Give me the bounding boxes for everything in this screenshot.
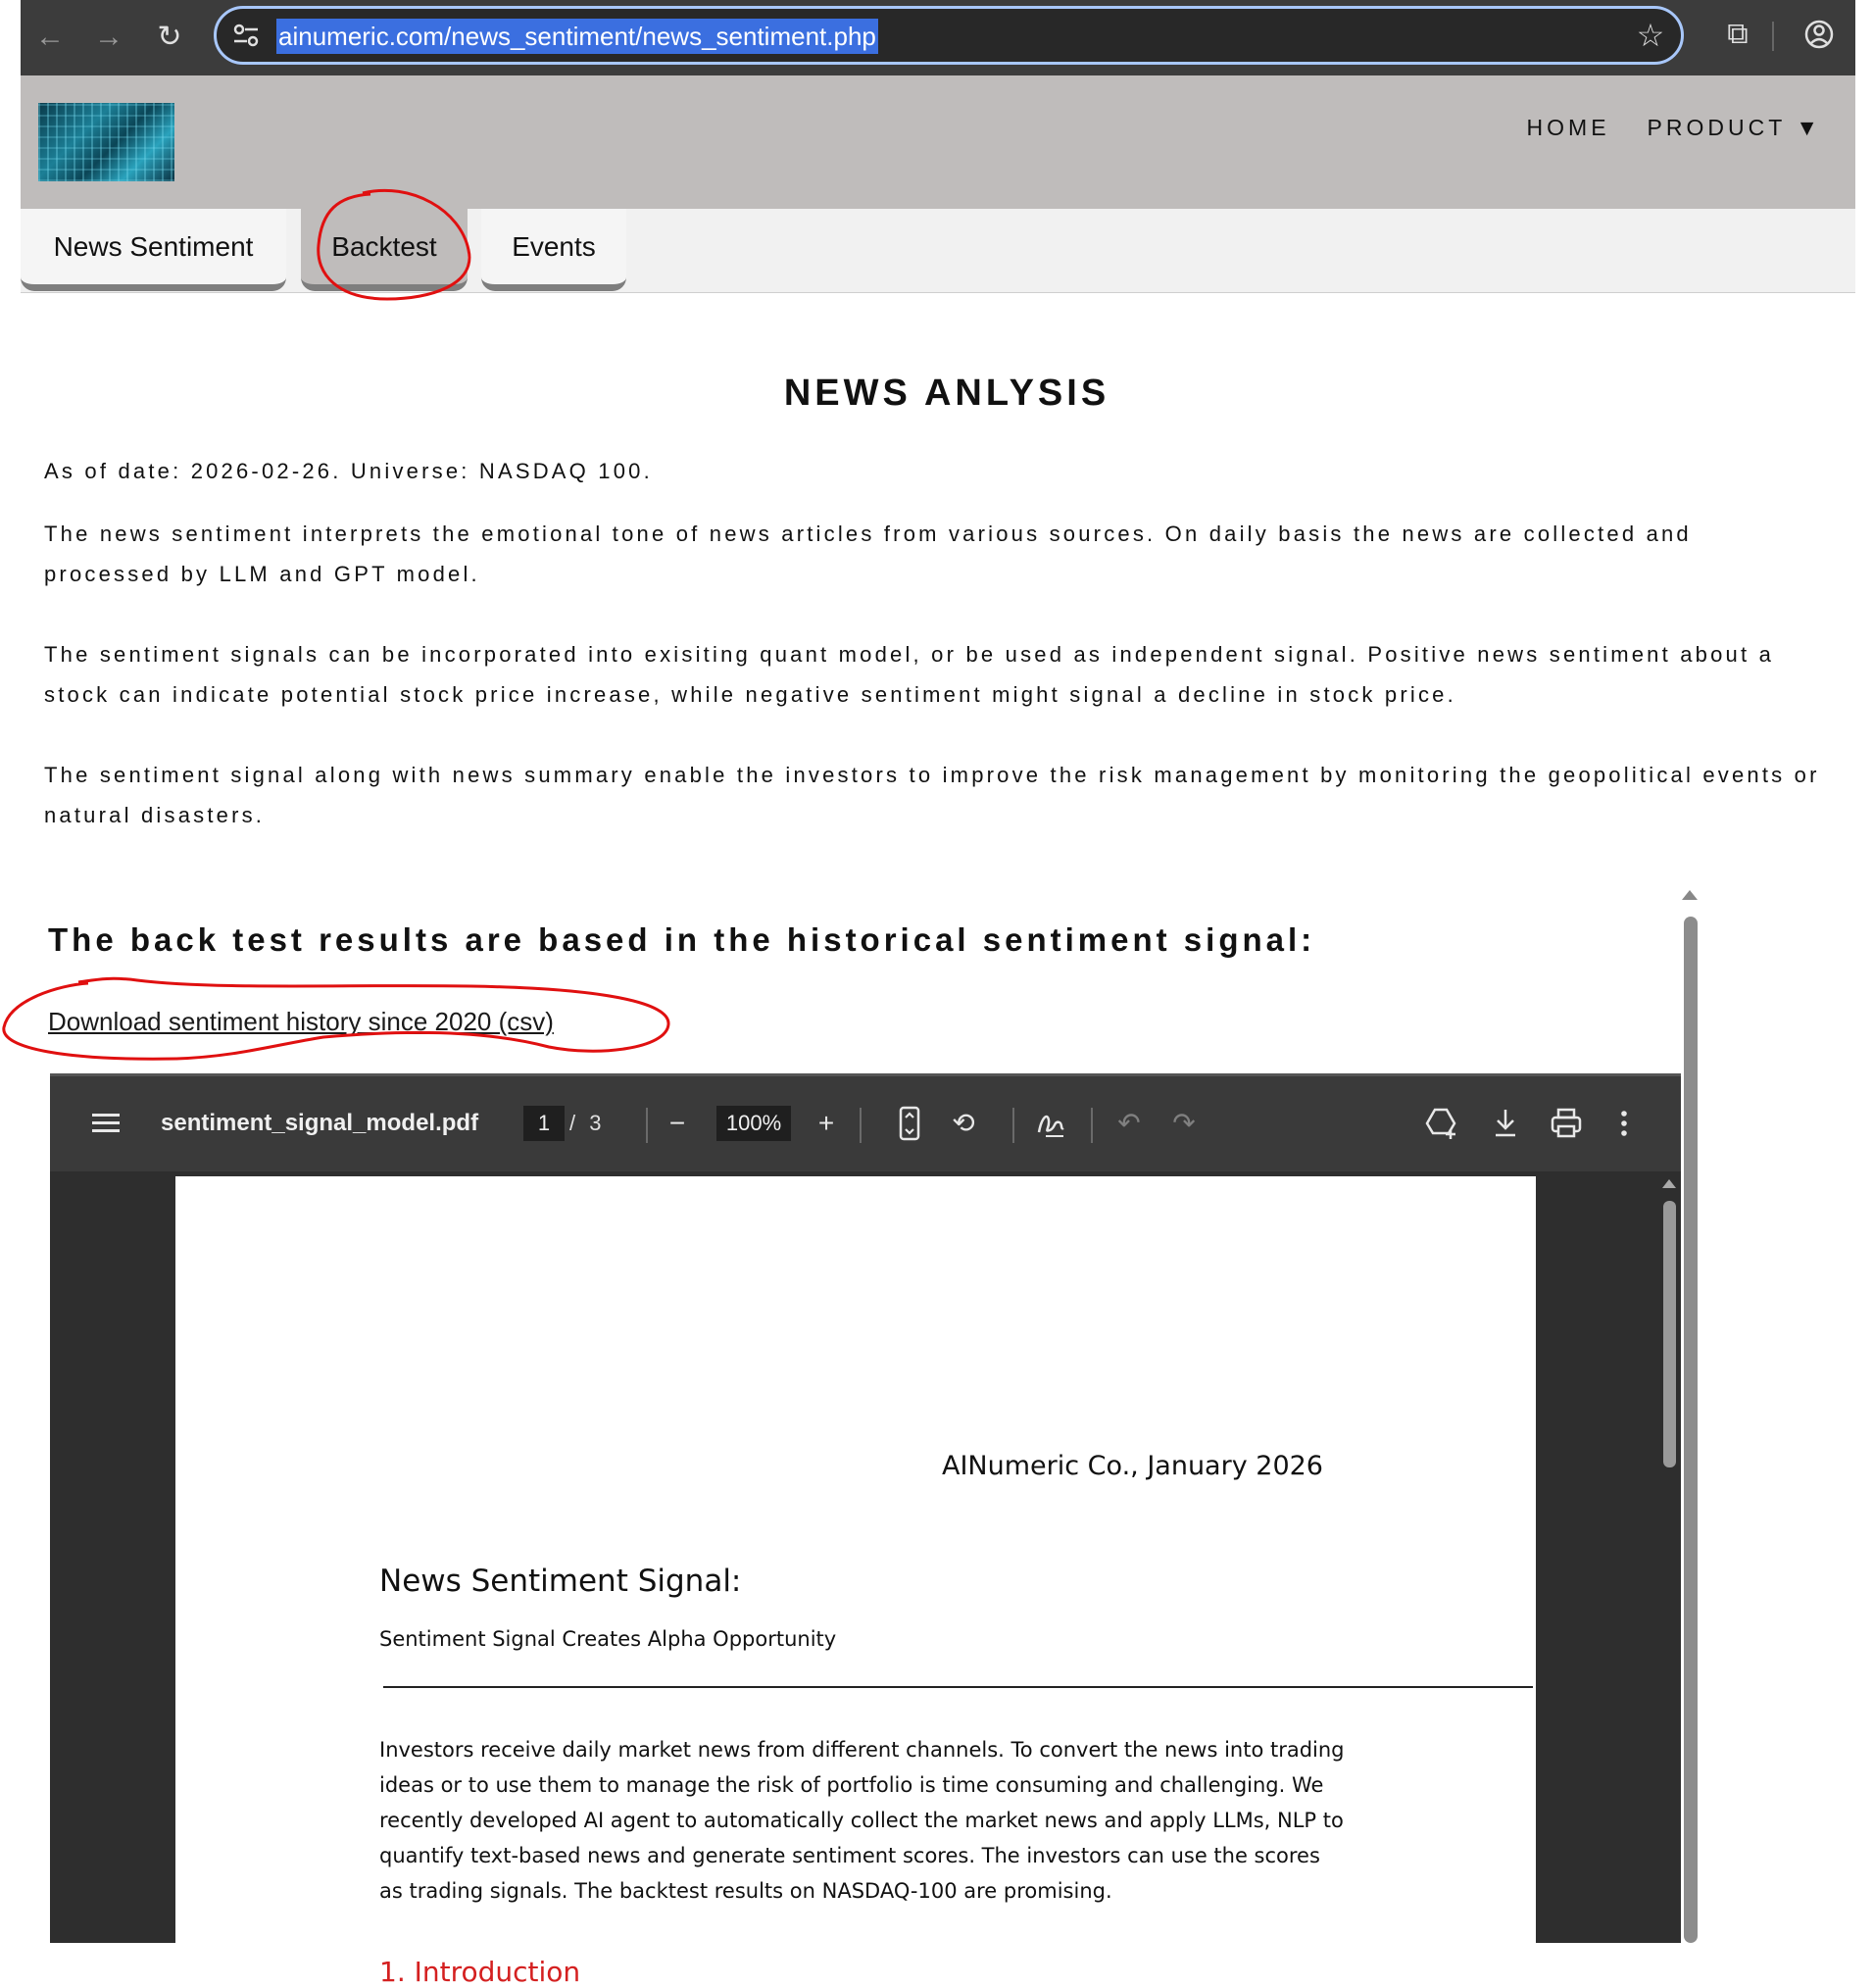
url-text[interactable]: ainumeric.com/news_sentiment/news_sentiment.php xyxy=(276,19,878,54)
pdf-section-heading: 1. Introduction xyxy=(379,1956,581,1988)
rotate-icon[interactable]: ⟲ xyxy=(952,1108,975,1138)
nav-home-link[interactable]: HOME xyxy=(1526,115,1610,140)
undo-icon[interactable]: ↶ xyxy=(1117,1108,1141,1138)
description-paragraph-2: The sentiment signals can be incorporated into exisiting quant model, or be used as independent signal. Positive news sentiment about a stock can indicate potential stock price increase, while negative sentiment might signal a decline in stock price. xyxy=(44,642,1775,707)
zoom-in-button[interactable]: + xyxy=(817,1108,835,1138)
more-options-icon[interactable] xyxy=(1618,1108,1630,1139)
toolbar-divider xyxy=(1772,22,1774,51)
reload-button[interactable]: ↻ xyxy=(157,21,182,53)
forward-button[interactable]: → xyxy=(94,21,123,53)
extensions-icon[interactable]: ⧉ xyxy=(1727,18,1749,50)
download-csv-link[interactable]: Download sentiment history since 2020 (csv) xyxy=(48,1007,554,1036)
zoom-level-input[interactable]: 100% xyxy=(716,1106,791,1141)
back-button[interactable]: ← xyxy=(35,21,65,53)
pdf-page xyxy=(175,1176,1536,1988)
top-nav xyxy=(1527,115,1822,141)
pdf-viewer xyxy=(50,1073,1681,1988)
toolbar-divider xyxy=(860,1108,862,1143)
nav-product-dropdown[interactable]: PRODUCT ▼ xyxy=(1647,115,1822,140)
site-header xyxy=(21,75,1855,209)
browser-toolbar xyxy=(21,0,1855,75)
tab-backtest[interactable]: Backtest xyxy=(301,209,468,291)
page-title: NEWS ANLYSIS xyxy=(783,373,1110,414)
address-bar[interactable] xyxy=(214,6,1684,65)
page-number-input[interactable]: 1 xyxy=(523,1106,565,1141)
site-settings-icon[interactable] xyxy=(230,19,262,52)
zoom-out-button[interactable]: − xyxy=(668,1108,686,1138)
pdf-company-date: AINumeric Co., January 2026 xyxy=(942,1451,1323,1481)
description-paragraph-1: The news sentiment interprets the emotional tone of news articles from various sources. On daily basis the news are collected and processed by LLM and GPT model. xyxy=(44,522,1692,586)
site-logo[interactable] xyxy=(38,103,174,181)
tab-news-sentiment[interactable]: News Sentiment xyxy=(21,209,286,291)
redo-icon[interactable]: ↷ xyxy=(1172,1108,1196,1138)
fit-page-icon[interactable] xyxy=(899,1106,920,1141)
pdf-scrollbar-thumb[interactable] xyxy=(1663,1201,1676,1467)
save-to-drive-icon[interactable] xyxy=(1423,1106,1458,1141)
download-icon[interactable] xyxy=(1491,1106,1520,1141)
description-paragraph-3: The sentiment signal along with news summary enable the investors to improve the risk management by monitoring the geopolitical events or natural disasters. xyxy=(44,763,1820,827)
iframe-scrollbar-thumb[interactable] xyxy=(1684,917,1698,1943)
pdf-document-subtitle: Sentiment Signal Creates Alpha Opportunity xyxy=(379,1627,837,1651)
pdf-document-title: News Sentiment Signal: xyxy=(379,1564,742,1599)
toolbar-divider xyxy=(1012,1108,1014,1143)
pdf-scroll-up-arrow[interactable] xyxy=(1662,1179,1676,1188)
iframe-scroll-up-arrow[interactable] xyxy=(1682,890,1698,900)
tabs-strip xyxy=(21,209,1855,293)
pdf-abstract: Investors receive daily market news from different channels. To convert the news into trading ideas or to use them to manage the risk of portfolio is time consuming and challenging. We recently developed AI agent to automatically collect the market news and apply LLMs, NLP to quantify text-based news and generate sentiment scores. The investors can use the scores as trading signals. The backtest results on NASDAQ-100 are promising. xyxy=(379,1738,1345,1903)
profile-icon[interactable] xyxy=(1797,12,1842,57)
backtest-heading: The back test results are based in the historical sentiment signal: xyxy=(48,921,1316,958)
pdf-horizontal-rule xyxy=(383,1686,1533,1688)
toolbar-divider xyxy=(1091,1108,1093,1143)
toolbar-divider xyxy=(646,1108,648,1143)
page-total: / 3 xyxy=(569,1111,606,1135)
pdf-toolbar xyxy=(50,1073,1681,1171)
draw-signature-icon[interactable] xyxy=(1036,1107,1065,1140)
print-icon[interactable] xyxy=(1550,1106,1583,1141)
pdf-filename: sentiment_signal_model.pdf xyxy=(161,1110,479,1136)
tab-events[interactable]: Events xyxy=(481,209,626,291)
bookmark-star-icon[interactable]: ☆ xyxy=(1636,18,1665,53)
as-of-text: As of date: 2026-02-26. Universe: NASDAQ 100. xyxy=(44,459,653,483)
menu-icon[interactable] xyxy=(92,1112,120,1135)
